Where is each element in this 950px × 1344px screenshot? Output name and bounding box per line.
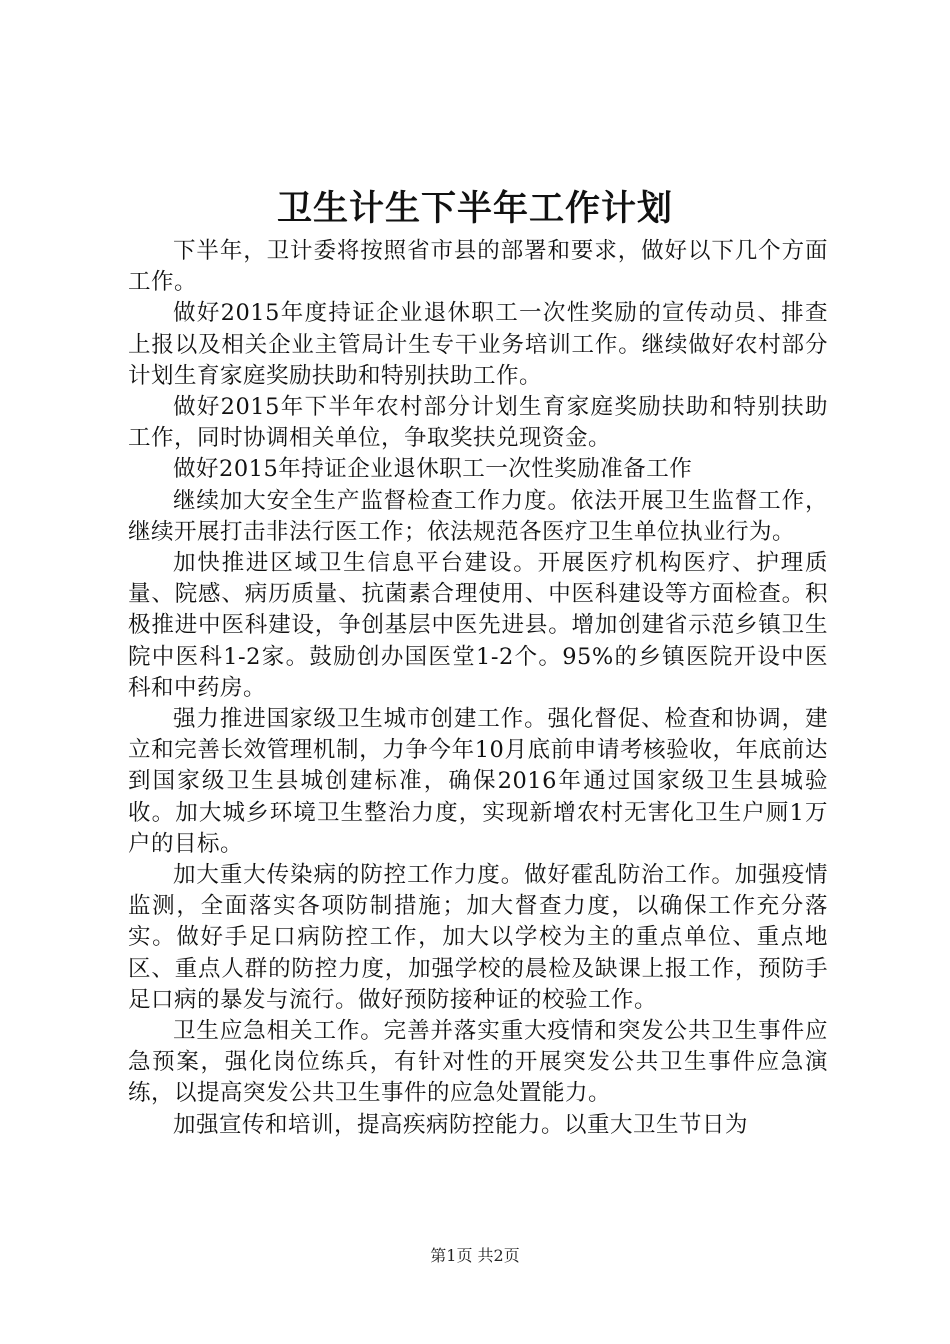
page-number-footer: 第1页 共2页 bbox=[430, 1246, 520, 1265]
paragraph: 下半年，卫计委将按照省市县的部署和要求，做好以下几个方面工作。 bbox=[128, 238, 828, 296]
document-title: 卫生计生下半年工作计划 bbox=[276, 188, 673, 229]
document-body bbox=[128, 236, 828, 1141]
paragraph: 继续加大安全生产监督检查工作力度。依法开展卫生监督工作，继续开展打击非法行医工作；依法规范各医疗卫生单位执业行为。 bbox=[128, 487, 828, 545]
paragraph: 做好2015年下半年农村部分计划生育家庭奖励扶助和特别扶助工作，同时协调相关单位，争取奖扶兑现资金。 bbox=[128, 394, 828, 452]
paragraph: 加大重大传染病的防控工作力度。做好霍乱防治工作。加强疫情监测，全面落实各项防制措施；加大督查力度，以确保工作充分落实。做好手足口病防控工作，加大以学校为主的重点单位、重点地区、重点人群的防控力度，加强学校的晨检及缺课上报工作，预防手足口病的暴发与流行。做好预防接种证的校验工作。 bbox=[128, 862, 828, 1013]
paragraph: 加快推进区域卫生信息平台建设。开展医疗机构医疗、护理质量、院感、病历质量、抗菌素合理使用、中医科建设等方面检查。积极推进中医科建设，争创基层中医先进县。增加创建省示范乡镇卫生院中医科1-2家。鼓励创办国医堂1-2个。95%的乡镇医院开设中医科和中药房。 bbox=[128, 550, 828, 701]
paragraph: 卫生应急相关工作。完善并落实重大疫情和突发公共卫生事件应急预案，强化岗位练兵，有针对性的开展突发公共卫生事件应急演练，以提高突发公共卫生事件的应急处置能力。 bbox=[128, 1018, 828, 1107]
paragraph: 加强宣传和培训，提高疾病防控能力。以重大卫生节日为 bbox=[173, 1111, 749, 1138]
paragraph: 做好2015年度持证企业退休职工一次性奖励的宣传动员、排查上报以及相关企业主管局计生专干业务培训工作。继续做好农村部分计划生育家庭奖励扶助和特别扶助工作。 bbox=[128, 300, 828, 389]
paragraph: 做好2015年持证企业退休职工一次性奖励准备工作 bbox=[173, 456, 693, 483]
paragraph: 强力推进国家级卫生城市创建工作。强化督促、检查和协调，建立和完善长效管理机制，力争今年10月底前申请考核验收，年底前达到国家级卫生县城创建标准，确保2016年通过国家级卫生县城验收。加大城乡环境卫生整治力度，实现新增农村无害化卫生户厕1万户的目标。 bbox=[128, 706, 828, 857]
